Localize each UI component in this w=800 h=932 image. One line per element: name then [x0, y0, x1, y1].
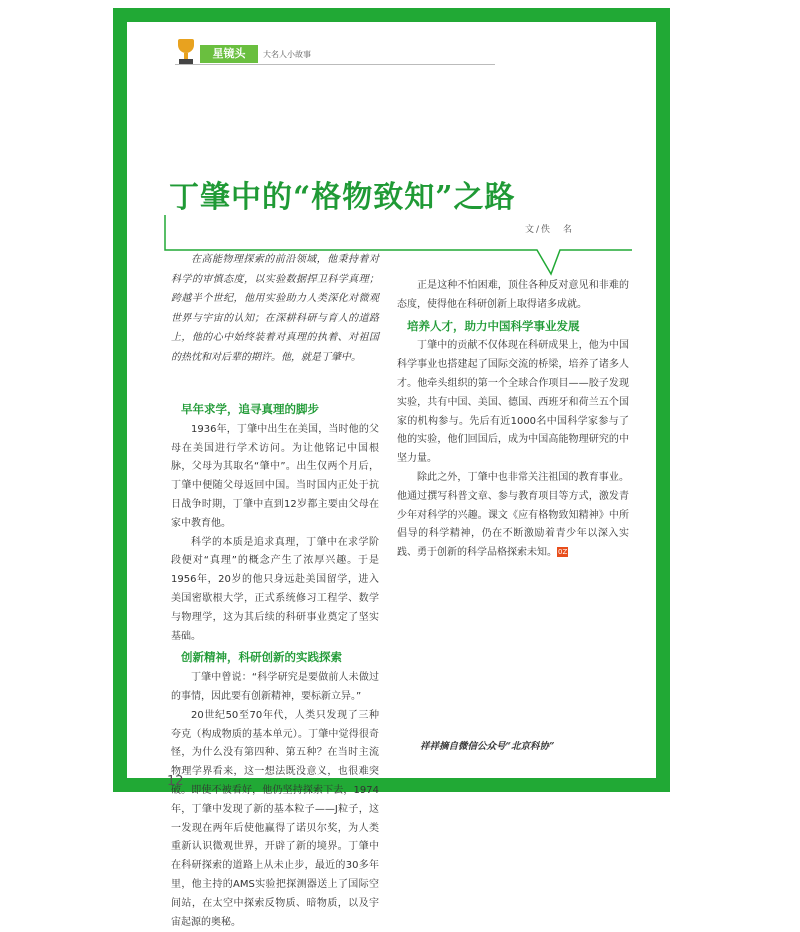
- column-right: [397, 277, 629, 563]
- article-title: 丁肇中的“格物致知”之路: [169, 180, 516, 215]
- section-subtitle: 大名人小故事: [263, 50, 311, 59]
- source-credit: 祥祥摘自微信公众号“北京科协”: [420, 741, 555, 752]
- page-number: 12: [167, 774, 184, 789]
- header-divider: [175, 64, 495, 65]
- paragraph: 正是这种不怕困难，顶住各种反对意见和非难的态度，使得他在科研创新上取得诸多成就。: [397, 280, 629, 310]
- section-heading: 培养人才，助力中国科学事业发展: [407, 318, 580, 333]
- magazine-page: [127, 22, 656, 928]
- author-line: 文/佚 名: [525, 225, 575, 235]
- trophy-icon: [175, 39, 197, 65]
- paragraph: 丁肇中的贡献不仅体现在科研成果上，他为中国科学事业也搭建起了国际交流的桥梁，培养了诸多人才。他牵头组织的第一个全球合作项目——胶子发现实验，共有中国、美国、德国、西班牙和荷兰五个国家的机构参与。先后有近1000名中国科学家参与了他的实验，他们回国后，成为中国高能物理研究的中坚力量。: [397, 340, 629, 465]
- column-left: [171, 398, 379, 928]
- paragraph: 丁肇中曾说：“科学研究是要做前人未做过的事情，因此要有创新精神，要标新立异。”: [171, 672, 379, 702]
- intro-paragraph: 在高能物理探索的前沿领域，他秉持着对科学的审慎态度，以实验数据捍卫科学真理；跨越半个世纪，他用实验助力人类深化对微观世界与宇宙的认知；在深耕科研与育人的道路上，他的心中始终装着对真理的执着、对祖国的热忱和对后辈的期许。他，就是丁肇中。: [171, 254, 379, 363]
- end-tag: 0Z: [558, 548, 568, 557]
- paragraph: 1936年，丁肇中出生在美国，当时他的父母在美国进行学术访问。为让他铭记中国根脉，父母为其取名“肇中”。出生仅两个月后，丁肇中便随父母返回中国。当时国内正处于抗日战争时期，丁肇中直到12岁都主要由父母在家中教育他。: [171, 423, 379, 529]
- paragraph: 20世纪50至70年代，人类只发现了三种夸克（构成物质的基本单元）。丁肇中觉得很奇怪，为什么没有第四种、第五种？在当时主流物理学界看来，这一想法既没意义，也很难突破。即使不被看好，他仍坚持探索下去，1974年，丁肇中发现了新的基本粒子——J粒子，这一发现在两年后使他赢得了诺贝尔奖，为人类重新认识微观世界，开辟了新的境界。丁肇中在科研探索的道路上从未止步，最近的30多年里，他主持的AMS实验把探测器送上了国际空间站，在太空中探索反物质、暗物质，以及宇宙起源的奥秘。: [171, 709, 379, 928]
- section-heading: 创新精神，科研创新的实践探索: [181, 650, 342, 665]
- paragraph: 科学的本质是追求真理，丁肇中在求学阶段便对“真理”的概念产生了浓厚兴趣。于是1956年，20岁的他只身远赴美国留学，进入美国密歇根大学，正式系统修习工程学、数学与物理学，这为其后续的科研事业奠定了坚实基础。: [171, 536, 379, 642]
- paragraph: 除此之外，丁肇中也非常关注祖国的教育事业。他通过撰写科普文章、参与教育项目等方式，激发青少年对科学的兴趣。课文《应有格物致知精神》中所倡导的科学精神，仍在不断激励着青少年以深入实践、勇于创新的科学品格探索未知。0Z: [397, 471, 629, 559]
- section-heading: 早年求学，追寻真理的脚步: [181, 402, 319, 416]
- section-tab: 星镜头: [200, 45, 258, 63]
